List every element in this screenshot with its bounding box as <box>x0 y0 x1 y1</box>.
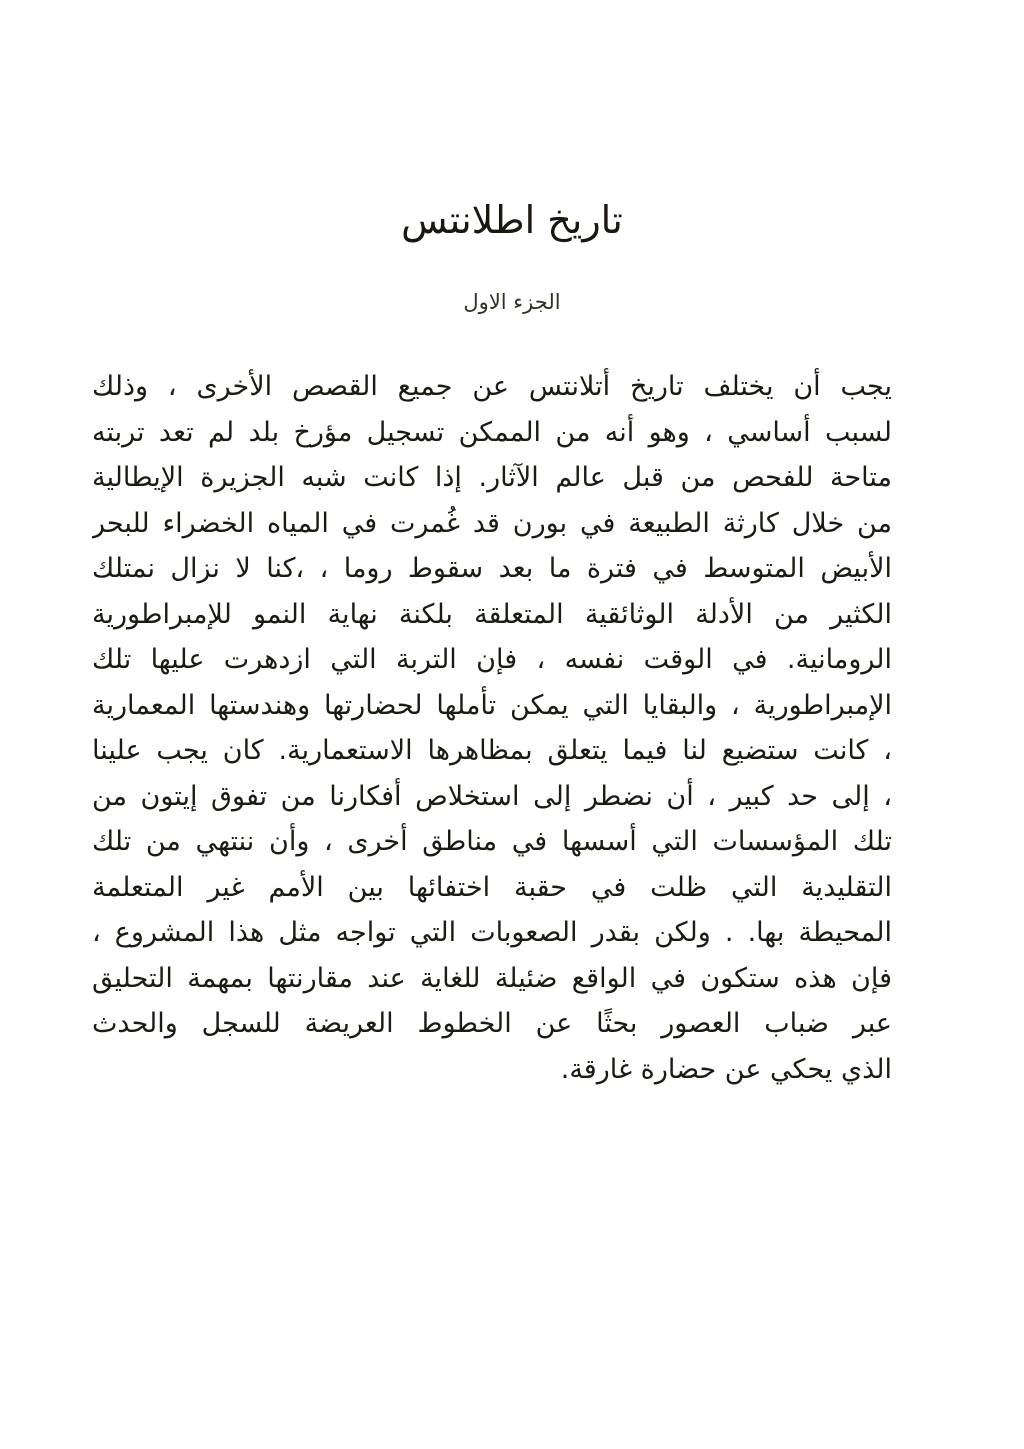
body-line: فإن هذه ستكون في الواقع ضئيلة للغاية عند مقارنتها بمهمة التحليق <box>92 962 892 994</box>
body-line: تلك المؤسسات التي أسسها في مناطق أخرى ، وأن ننتهي من تلك <box>92 826 892 857</box>
body-line: الإمبراطورية ، والبقايا التي يمكن تأملها لحضارتها وهندستها المعمارية <box>92 689 892 721</box>
body-line: الرومانية. في الوقت نفسه ، فإن التربة التي ازدهرت عليها تلك <box>92 644 892 675</box>
body-paragraph <box>92 364 892 1092</box>
body-line: الكثير من الأدلة الوثائقية المتعلقة بلكنة نهاية النمو للإمبراطورية <box>92 598 892 630</box>
body-line: من خلال كارثة الطبيعة في بورن قد غُمرت في المياه الخضراء للبحر <box>92 507 892 539</box>
body-line: ، إلى حد كبير ، أن نضطر إلى استخلاص أفكارنا من تفوق إيتون من <box>92 780 892 812</box>
body-line: الأبيض المتوسط في فترة ما بعد سقوط روما ، ،كنا لا نزال نمتلك <box>92 553 892 584</box>
document-subtitle: الجزء الاول <box>463 290 561 314</box>
body-line: ، كانت ستضيع لنا فيما يتعلق بمظاهرها الاستعمارية. كان يجب علينا <box>92 735 892 766</box>
body-line: الذي يحكي عن حضارة غارقة. <box>560 1053 892 1085</box>
body-line: متاحة للفحص من قبل عالم الآثار. إذا كانت شبه الجزيرة الإيطالية <box>92 462 892 493</box>
body-line: لسبب أساسي ، وهو أنه من الممكن تسجيل مؤرخ بلد لم تعد تربته <box>92 416 892 448</box>
body-line: يجب أن يختلف تاريخ أتلانتس عن جميع القصص الأخرى ، وذلك <box>92 371 892 402</box>
body-line: عبر ضباب العصور بحثًا عن الخطوط العريضة للسجل والحدث <box>92 1008 892 1039</box>
body-line: المحيطة بها. . ولكن بقدر الصعوبات التي تواجه مثل هذا المشروع ، <box>92 917 892 948</box>
body-line: التقليدية التي ظلت في حقبة اختفائها بين الأمم غير المتعلمة <box>92 871 892 903</box>
document-title: تاريخ اطلانتس <box>401 198 623 242</box>
